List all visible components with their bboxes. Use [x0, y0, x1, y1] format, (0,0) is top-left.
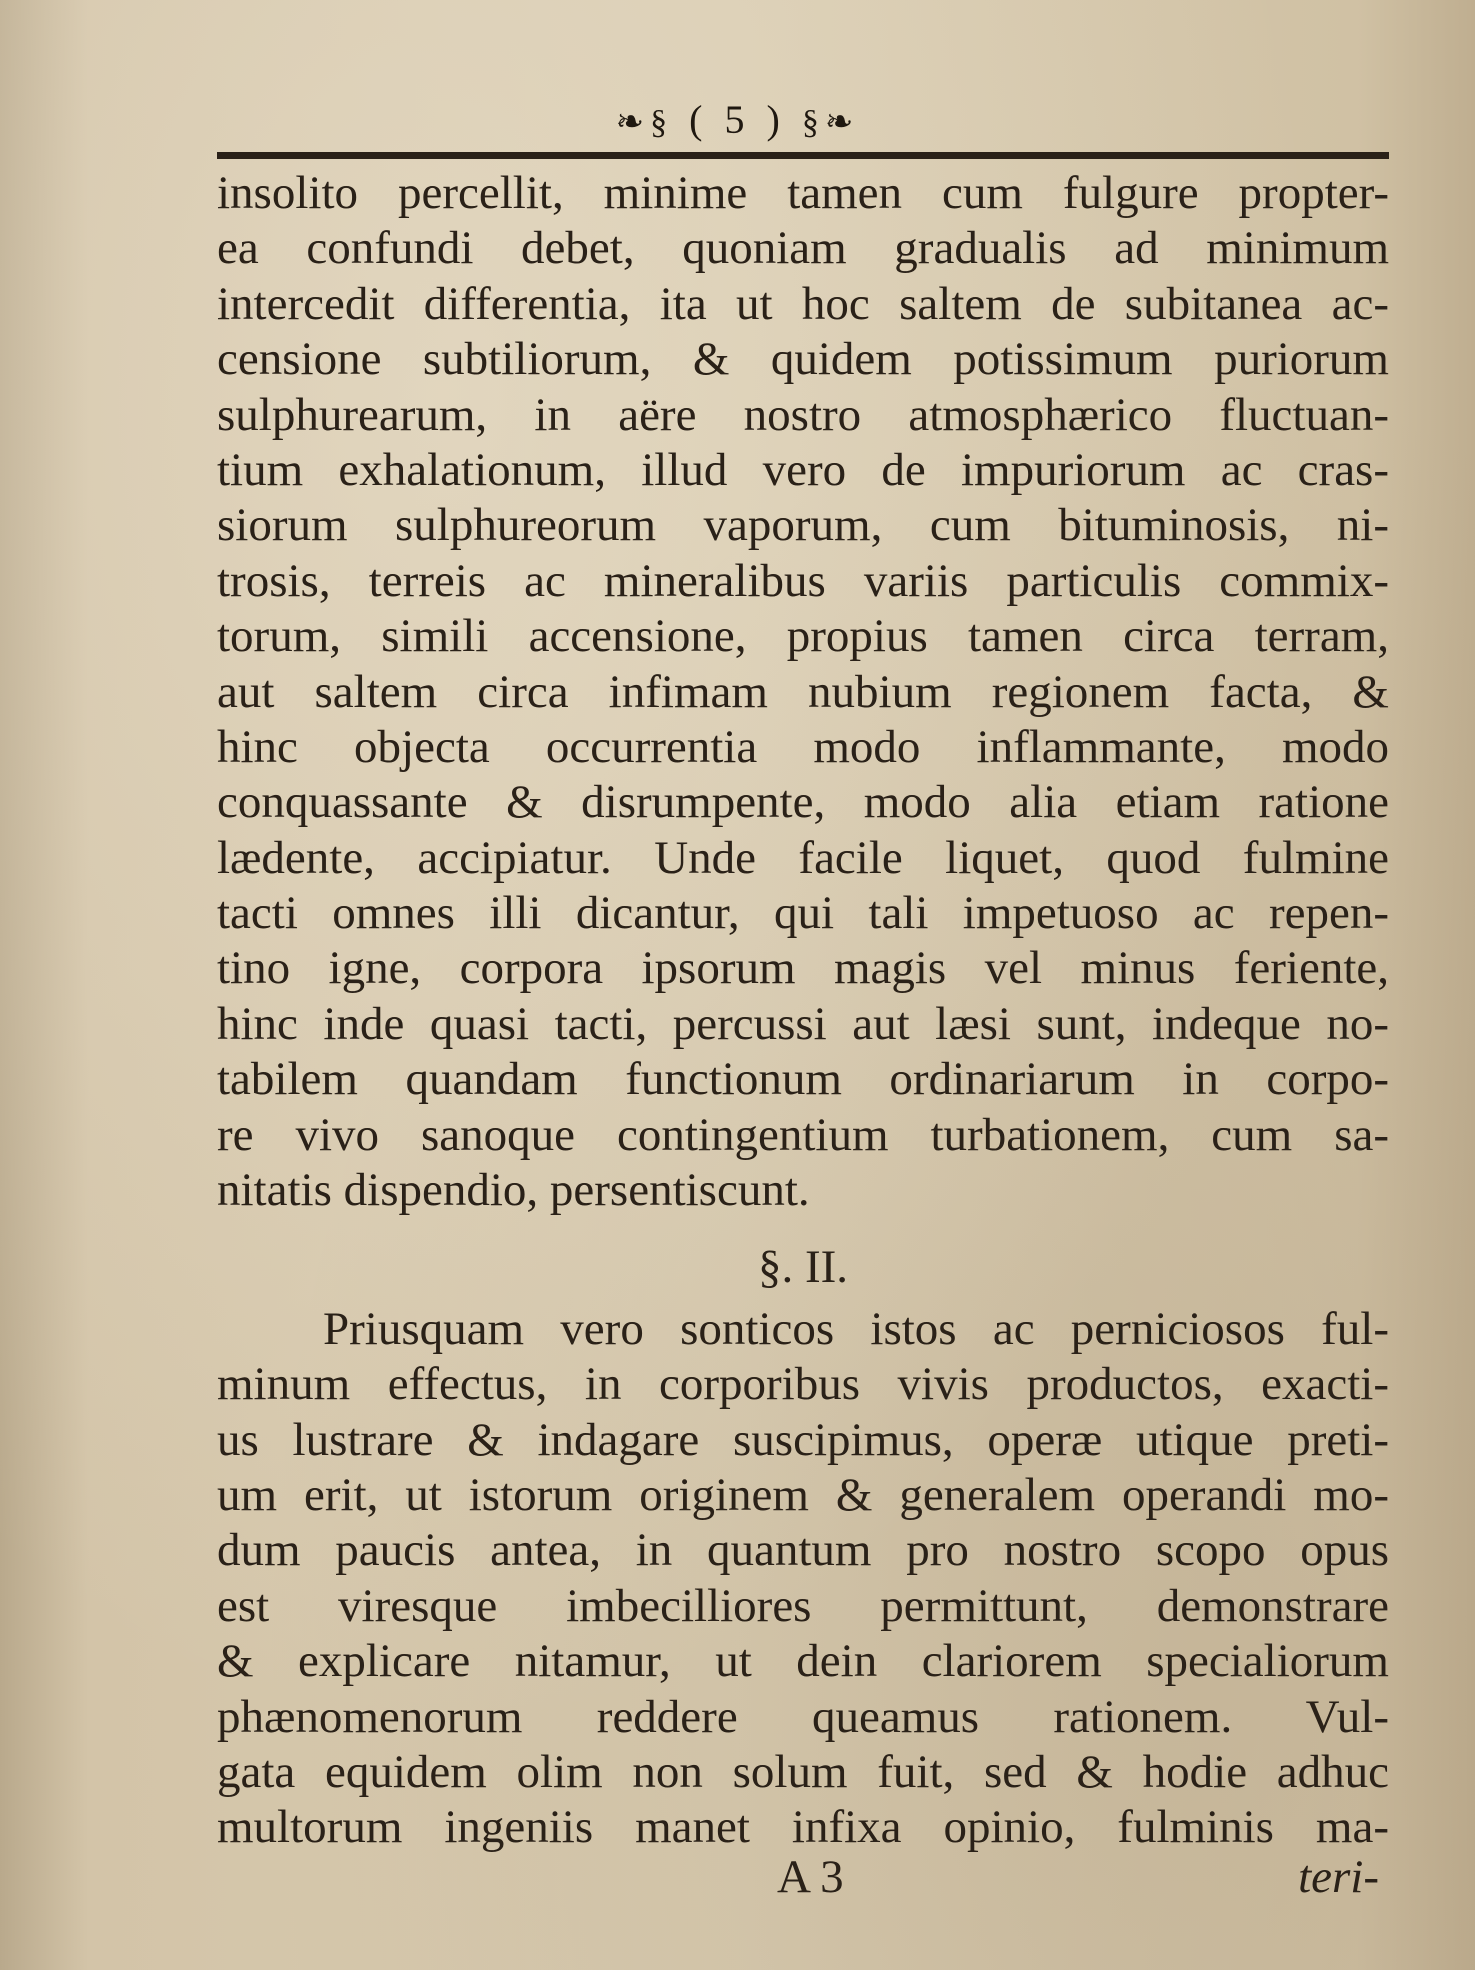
text-line: hinc objecta occurrentia modo inflammante, modo [217, 720, 1389, 773]
text-line: tacti omnes illi dicantur, qui tali impetuoso ac repen- [217, 887, 1389, 940]
text-line: dum paucis antea, in quantum pro nostro scopo opus [217, 1524, 1389, 1577]
text-line: est viresque imbecilliores permittunt, demonstrare [217, 1579, 1389, 1632]
right-ornament: §❧ [801, 104, 860, 141]
text-line: um erit, ut istorum originem & generalem operandi mo- [217, 1468, 1389, 1521]
text-line: tium exhalationum, illud vero de impuriorum ac cras- [217, 443, 1389, 496]
catchword: teri- [1298, 1851, 1379, 1903]
text-line: us lustrare & indagare suscipimus, operæ utique preti- [217, 1413, 1389, 1466]
text-line: minum effectus, in corporibus vivis productos, exacti- [217, 1358, 1389, 1411]
text-line: insolito percellit, minime tamen cum fulgure propter- [217, 167, 1389, 219]
text-line: censione subtiliorum, & quidem potissimum puriorum [217, 333, 1389, 386]
text-line: multorum ingeniis manet infixa opinio, fulminis ma- [217, 1801, 1389, 1854]
text-line: phænomenorum reddere queamus rationem. Vul- [217, 1690, 1389, 1743]
page-number: ( 5 ) [689, 97, 786, 142]
left-ornament: ❧§ [615, 104, 674, 141]
text-line: tino igne, corpora ipsorum magis vel minus feriente, [217, 942, 1389, 995]
text-line: sulphurearum, in aëre nostro atmosphærico fluctuan- [217, 388, 1389, 441]
text-line: nitatis dispendio, persentiscunt. [217, 1164, 810, 1217]
text-line: torum, simili accensione, propius tamen circa terram, [217, 610, 1389, 663]
text-line: ea confundi debet, quoniam gradualis ad minimum [217, 222, 1389, 275]
section-heading: §. II. [757, 1241, 849, 1294]
paragraph-1 [217, 166, 1389, 1218]
text-line: & explicare nitamur, ut dein clariorem specialiorum [217, 1635, 1389, 1688]
text-line: Priusquam vero sonticos istos ac perniciosos ful- [323, 1302, 1389, 1355]
text-line: re vivo sanoque contingentium turbationem, cum sa- [217, 1108, 1389, 1161]
text-line: intercedit differentia, ita ut hoc saltem de subitanea ac- [217, 277, 1389, 330]
text-line: gata equidem olim non solum fuit, sed & hodie adhuc [217, 1745, 1389, 1798]
text-line: aut saltem circa infimam nubium regionem facta, & [217, 665, 1389, 718]
text-line: hinc inde quasi tacti, percussi aut læsi sunt, indeque no- [217, 997, 1389, 1050]
text-line: lædente, accipiatur. Unde facile liquet, quod fulmine [217, 831, 1389, 884]
text-line: conquassante & disrumpente, modo alia etiam ratione [217, 776, 1389, 829]
text-line: trosis, terreis ac mineralibus variis particulis commix- [217, 554, 1389, 607]
page-footer [217, 1850, 1389, 1910]
text-line: tabilem quandam functionum ordinariarum in corpo- [217, 1053, 1389, 1106]
paragraph-2 [217, 1302, 1389, 1856]
page-header [0, 96, 1475, 143]
text-line: siorum sulphureorum vaporum, cum bituminosis, ni- [217, 499, 1389, 552]
body-text [217, 166, 1389, 1856]
signature-mark: A 3 [777, 1851, 844, 1903]
header-rule [217, 152, 1389, 159]
